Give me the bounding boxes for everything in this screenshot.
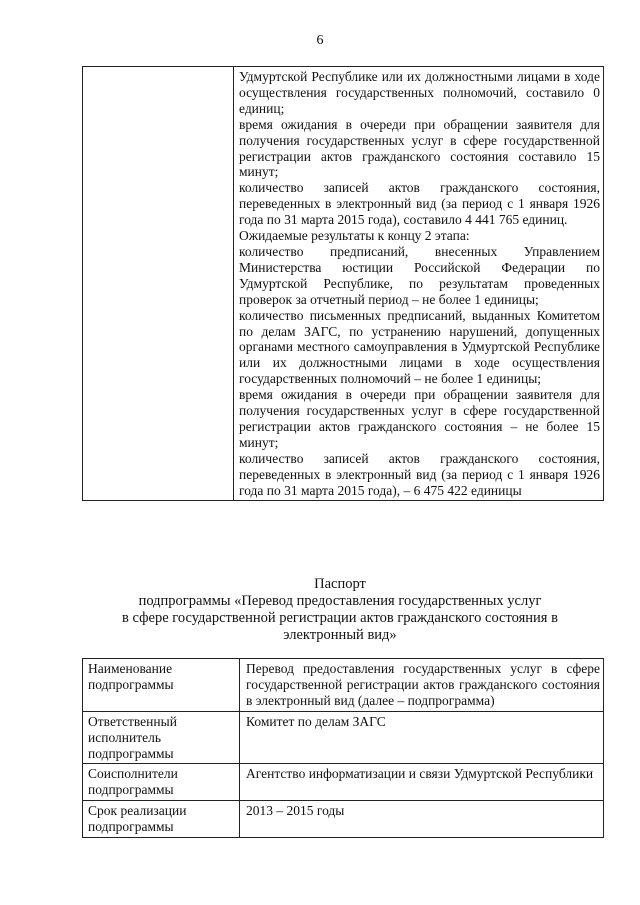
row-label: Наименование подпрограммы [83, 659, 240, 712]
paragraph: время ожидания в очереди при обращении заявителя для получения государственных услуг в сфере государственной регистрации актов гражданского состояния – не более 15 минут; [239, 387, 600, 450]
passport-title-line: Паспорт [314, 576, 366, 592]
table-row [83, 659, 604, 712]
page-number: 6 [316, 33, 324, 48]
expected-results-cell [234, 67, 604, 501]
row-label: Соисполнители подпрограммы [83, 764, 240, 801]
paragraph: время ожидания в очереди при обращении заявителя для получения государственных услуг в сфере государственной регистрации актов гражданского состояния составило 15 минут; [239, 116, 600, 180]
paragraph: Удмуртской Республике или их должностными лицами в ходе осуществления государственных полномочий, составило 0 единиц; [239, 69, 600, 116]
row-value: 2013 – 2015 годы [240, 801, 604, 838]
table-row [83, 67, 604, 501]
passport-title-line: в сфере государственной регистрации актов гражданского состояния в [122, 610, 558, 626]
paragraph-heading: Ожидаемые результаты к концу 2 этапа: [239, 228, 470, 244]
paragraph: количество письменных предписаний, выданных Комитетом по делам ЗАГС, по устранению нарушений, допущенных органами местного самоуправления в Удмуртской Республике или их должностными лицами в ходе осуществления государственных полномочий – не более 1 единицы; [239, 307, 600, 387]
passport-table [82, 658, 604, 838]
row-value: Комитет по делам ЗАГС [240, 711, 604, 764]
continuation-table [82, 66, 604, 501]
table-row [83, 801, 604, 838]
table-row [83, 764, 604, 801]
passport-title-line: подпрограммы «Перевод предоставления государственных услуг [138, 593, 542, 609]
empty-left-cell [83, 67, 234, 501]
row-label: Ответственный исполнитель подпрограммы [83, 711, 240, 764]
paragraph: количество записей актов гражданского состояния, переведенных в электронный вид (за период с 1 января 1926 года по 31 марта 2015 года), – 6 475 422 единицы [239, 450, 600, 498]
row-label: Срок реализации подпрограммы [83, 801, 240, 838]
paragraph: количество предписаний, внесенных Управлением Министерства юстиции Российской Федерации по Удмуртской Республике, по результатам проведенных проверок за отчетный период – не более 1 единицы; [239, 243, 600, 307]
passport-title [90, 576, 590, 644]
row-value: Агентство информатизации и связи Удмуртской Республики [240, 764, 604, 801]
table-row [83, 711, 604, 764]
paragraph: количество записей актов гражданского состояния, переведенных в электронный вид (за период с 1 января 1926 года по 31 марта 2015 года), составило 4 441 765 единиц. [239, 180, 600, 228]
row-value: Перевод предоставления государственных услуг в сфере государственной регистрации актов гражданского состояния в электронный вид (далее – подпрограмма) [240, 659, 604, 712]
passport-title-line: электронный вид» [283, 627, 397, 643]
